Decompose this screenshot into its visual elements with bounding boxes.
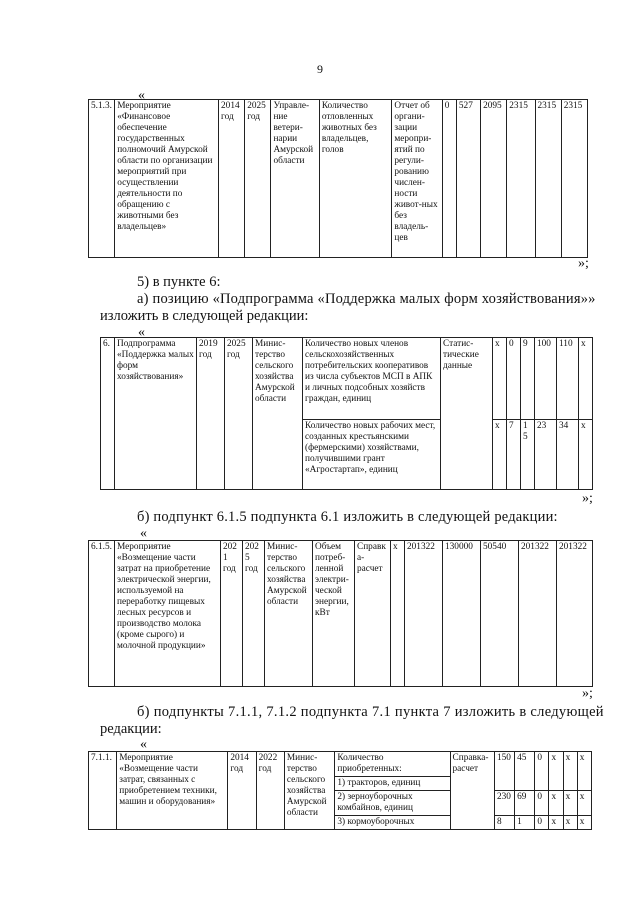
cell-year-end: 2025 год [225,338,253,490]
cell-value: х [563,816,577,830]
cell-indicator: Количество отловленных животных без владельцев, голов [319,100,392,258]
cell-source: Справка-расчет [450,752,494,830]
cell-number: 5.1.3. [89,100,115,258]
cell-executor: Управле-ние ветери-нарии Амурской области [271,100,319,258]
cell-indicator: Количество новых членов сельскохозяйственных потребительских кооперативов из числа субъектов МСП в АПК и личных подсобных хозяйств граждан, единиц [303,338,441,420]
cell-value: 2095 [481,100,507,258]
cell-executor: Минис-терство сельского хозяйства Амурской области [265,541,313,687]
open-quote: « [140,526,147,541]
cell-value: 34 [557,420,579,490]
cell-executor: Минис-терство сельского хозяйства Амурской области [253,338,303,490]
cell-name: Мероприятие «Возмещение части затрат на приобретение электрической энергии, используемой на переработку пищевых лесных ресурсов и производство молока (кроме сырого) и молочной продукции» [115,541,221,687]
page-number: 9 [317,62,323,76]
table-7-1-1 [88,751,592,830]
table-row [101,338,593,420]
cell-value: 100 [535,338,557,420]
close-quote: »; [578,256,589,271]
cell-value: 69 [515,791,535,816]
cell-indicator: 3) кормоуборочных [335,816,450,830]
cell-value: х [493,338,507,420]
cell-value: х [549,752,563,791]
cell-value: 2315 [561,100,587,258]
cell-value: 2315 [507,100,535,258]
cell-value: 1 [515,816,535,830]
cell-name: Мероприятие «Финансовое обеспечение государственных полномочий Амурской области по организации мероприятий при осуществлении деятельности по обращению с животными без владельцев» [115,100,219,258]
cell-value: х [549,791,563,816]
cell-value: 130000 [443,541,481,687]
open-quote: « [138,88,145,103]
cell-value: 0 [507,338,521,420]
cell-year-start: 2021 год [221,541,243,687]
paragraph-5a-line2: изложить в следующей редакции: [100,308,309,324]
cell-year-start: 2014 год [228,752,256,830]
cell-value: 201322 [557,541,593,687]
open-quote: « [138,325,145,340]
cell-value: 527 [456,100,480,258]
cell-source: Отчет об органи-зации меропри-ятий по регули-рованию числен-ности живот-ных без владель-цев [392,100,442,258]
table-6 [100,337,593,490]
cell-value: х [563,752,577,791]
paragraph-b: б) подпункт 6.1.5 подпункта 6.1 изложить в следующей редакции: [137,509,558,525]
cell-indicator: 2) зерноуборочных комбайнов, единиц [335,791,450,816]
table-6-1-5 [88,540,593,687]
cell-value: 50540 [481,541,519,687]
cell-year-start: 2014 год [219,100,245,258]
cell-value: 23 [535,420,557,490]
cell-value: 150 [494,752,514,791]
cell-value: х [579,420,593,490]
cell-value: х [563,791,577,816]
cell-value: 15 [521,420,535,490]
cell-value: х [391,541,405,687]
cell-year-end: 2025 год [245,100,271,258]
cell-value: 0 [442,100,456,258]
cell-value: 2315 [535,100,561,258]
cell-value: х [577,816,591,830]
open-quote: « [140,737,147,752]
cell-value: 7 [507,420,521,490]
cell-value: 8 [494,816,514,830]
table-5-1-3 [88,99,588,258]
cell-indicator: Количество новых рабочих мест, созданных крестьянскими (фермерскими) хозяйствами, получившими грант «Агростартап», единиц [303,420,441,490]
table-row [89,752,592,777]
table-row [89,541,593,687]
cell-value: 0 [535,752,549,791]
cell-value: х [577,752,591,791]
cell-indicator-head: Количество приобретенных: [335,752,450,777]
cell-executor: Минис-терство сельского хозяйства Амурской области [284,752,335,830]
close-quote: »; [582,686,593,701]
cell-name: Мероприятие «Возмещение части затрат, связанных с приобретением техники, машин и оборудования» [117,752,228,830]
table-row [89,100,588,258]
cell-year-end: 2022 год [256,752,284,830]
cell-value: 230 [494,791,514,816]
cell-value: 201322 [519,541,557,687]
cell-year-end: 2025 год [243,541,265,687]
paragraph-c-line2: редакции: [100,721,162,737]
cell-value: 201322 [405,541,443,687]
close-quote: »; [582,491,593,506]
cell-value: 0 [535,791,549,816]
cell-value: х [549,816,563,830]
cell-indicator: 1) тракторов, единиц [335,777,450,791]
cell-value: х [493,420,507,490]
cell-number: 7.1.1. [89,752,117,830]
paragraph-c-line1: б) подпункты 7.1.1, 7.1.2 подпункта 7.1 пункта 7 изложить в следующей [137,704,604,720]
cell-source: Статис-тические данные [441,338,493,490]
cell-number: 6. [101,338,115,490]
cell-value: х [579,338,593,420]
cell-value: 45 [515,752,535,791]
cell-number: 6.1.5. [89,541,115,687]
paragraph-5a-line1: а) позицию «Подпрограмма «Поддержка малых форм хозяйствования»» [137,291,596,307]
cell-year-start: 2019 год [197,338,225,490]
cell-value: 9 [521,338,535,420]
cell-value: 110 [557,338,579,420]
cell-indicator: Объем потреб-ленной электри-ческой энергии, кВт [313,541,355,687]
cell-name: Подпрограмма «Поддержка малых форм хозяйствования» [115,338,197,490]
cell-value: х [577,791,591,816]
cell-value: 0 [535,816,549,830]
cell-source: Справка-расчет [355,541,391,687]
paragraph-5: 5) в пункте 6: [137,274,221,290]
